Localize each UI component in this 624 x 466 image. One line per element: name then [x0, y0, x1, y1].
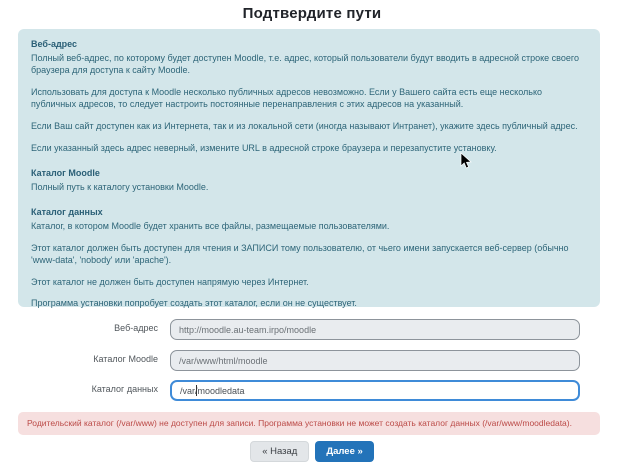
info-paragraph: Каталог, в котором Moodle будет хранить все файлы, размещаемые пользователями.: [31, 220, 390, 231]
web-address-input[interactable]: [170, 319, 580, 340]
info-paragraph: Если указанный здесь адрес неверный, измените URL в адресной строке браузера и перезапустите установку.: [31, 142, 497, 153]
info-section-web-address: [31, 38, 587, 154]
info-paragraph: Этот каталог должен быть доступен для чтения и ЗАПИСИ тому пользователю, от чьего имени запускается веб-сервер (обычно 'www-data', 'nobody' или 'apache').: [31, 242, 569, 266]
wizard-navigation: [0, 441, 624, 462]
form-row-data-dir: [0, 380, 624, 402]
data-dir-label: Каталог данных: [91, 384, 158, 394]
info-heading-data-dir: Каталог данных: [31, 207, 103, 218]
info-section-moodle-dir: [31, 167, 587, 193]
info-paragraph: Полный веб-адрес, по которому будет доступен Moodle, т.е. адрес, который пользователи будут вводить в адресной строке своего браузера для доступа к сайту Moodle.: [31, 52, 579, 76]
info-paragraph: Этот каталог не должен быть доступен напрямую через Интернет.: [31, 276, 309, 287]
moodle-dir-label: Каталог Moodle: [93, 354, 158, 364]
info-paragraph: Программа установки попробует создать этот каталог, если он не существует.: [31, 298, 357, 309]
back-button[interactable]: « Назад: [250, 441, 309, 462]
web-address-label: Веб-адрес: [114, 323, 158, 333]
info-paragraph: Использовать для доступа к Moodle несколько публичных адресов невозможно. Если у Вашего сайта есть еще несколько публичных адресов, то следует настроить постоянные перенаправления с этих адресов на указанный.: [31, 86, 542, 110]
moodle-dir-input[interactable]: [170, 350, 580, 371]
error-message: Родительский каталог (/var/www) не доступен для записи. Программа установки не может создать каталог данных (/var/www/moodledata).: [27, 418, 572, 428]
next-button[interactable]: Далее »: [315, 441, 373, 462]
data-dir-input[interactable]: [170, 380, 580, 401]
info-section-data-dir: [31, 206, 587, 310]
error-alert: [18, 412, 600, 435]
form-row-moodle-dir: [0, 350, 624, 372]
info-paragraph: Полный путь к каталогу установки Moodle.: [31, 181, 209, 192]
text-caret: [196, 385, 197, 396]
page-title: Подтвердите пути: [242, 5, 382, 22]
info-heading-web-address: Веб-адрес: [31, 39, 78, 49]
info-heading-moodle-dir: Каталог Moodle: [31, 168, 100, 179]
form-row-web-address: [0, 319, 624, 341]
info-paragraph: Если Ваш сайт доступен как из Интернета, так и из локальной сети (иногда называют Интранет), укажите здесь публичный адрес.: [31, 120, 578, 131]
paths-info-panel: [18, 29, 600, 307]
